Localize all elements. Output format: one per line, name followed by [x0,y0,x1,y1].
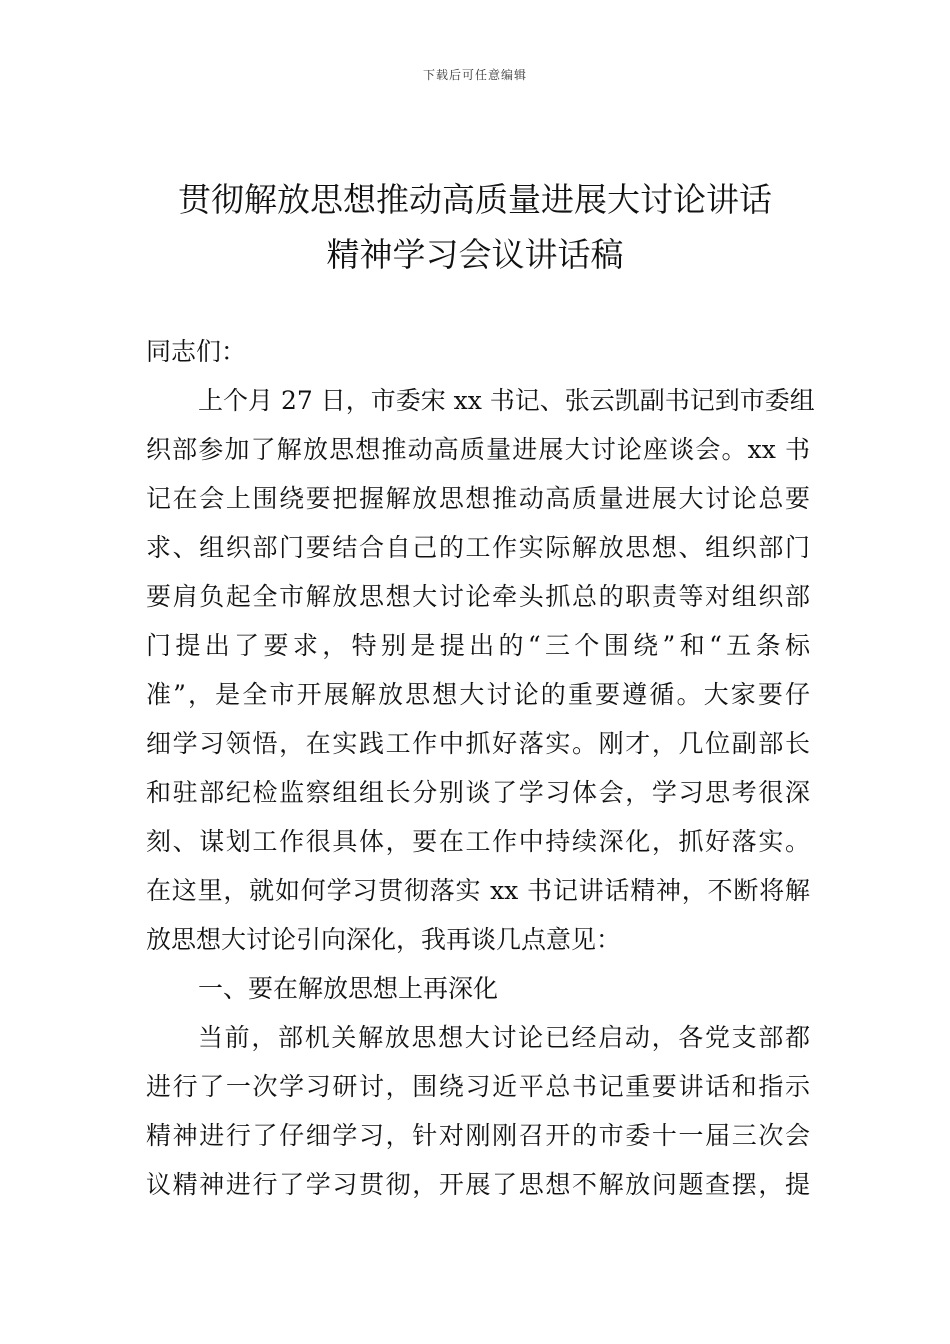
title-line-2: 精神学习会议讲话稿 [326,235,624,274]
paragraph-line: 进行了一次学习研讨，围绕习近平总书记重要讲话和指示 [146,1072,810,1101]
paragraph-line: 织部参加了解放思想推动高质量进展大讨论座谈会。xx 书 [146,435,810,464]
paragraph-line: 求、组织部门要结合自己的工作实际解放思想、组织部门 [146,533,810,562]
header-note: 下载后可任意编辑 [422,68,527,82]
paragraph-line: 当前，部机关解放思想大讨论已经启动，各党支部都 [198,1023,810,1052]
paragraph-line: 刻、谋划工作很具体，要在工作中持续深化，抓好落实。 [146,827,810,856]
paragraph-line: 在这里，就如何学习贯彻落实 xx 书记讲话精神，不断将解 [146,876,810,905]
title-line-1: 贯彻解放思想推动高质量进展大讨论讲话 [178,180,772,219]
paragraph-line: 放思想大讨论引向深化，我再谈几点意见： [146,925,622,954]
paragraph-line: 门提出了要求，特别是提出的“三个围绕”和“五条标 [146,631,810,660]
paragraph-line: 细学习领悟，在实践工作中抓好落实。刚才，几位副部长 [146,729,810,758]
section-heading: 一、要在解放思想上再深化 [198,974,499,1003]
salutation: 同志们： [146,337,247,366]
paragraph-line: 和驻部纪检监察组组长分别谈了学习体会，学习思考很深 [146,778,810,807]
paragraph-line: 要肩负起全市解放思想大讨论牵头抓总的职责等对组织部 [146,582,810,611]
paragraph-line: 记在会上围绕要把握解放思想推动高质量进展大讨论总要 [146,484,810,513]
paragraph-line: 精神进行了仔细学习，针对刚刚召开的市委十一届三次会 [146,1121,810,1150]
document-title [120,172,830,282]
paragraph-line: 议精神进行了学习贯彻，开展了思想不解放问题查摆，提 [146,1170,810,1199]
document-body [146,327,815,1209]
paragraph-line: 上个月 27 日，市委宋 xx 书记、张云凯副书记到市委组 [198,386,815,415]
paragraph-line: 准”，是全市开展解放思想大讨论的重要遵循。大家要仔 [146,680,810,709]
